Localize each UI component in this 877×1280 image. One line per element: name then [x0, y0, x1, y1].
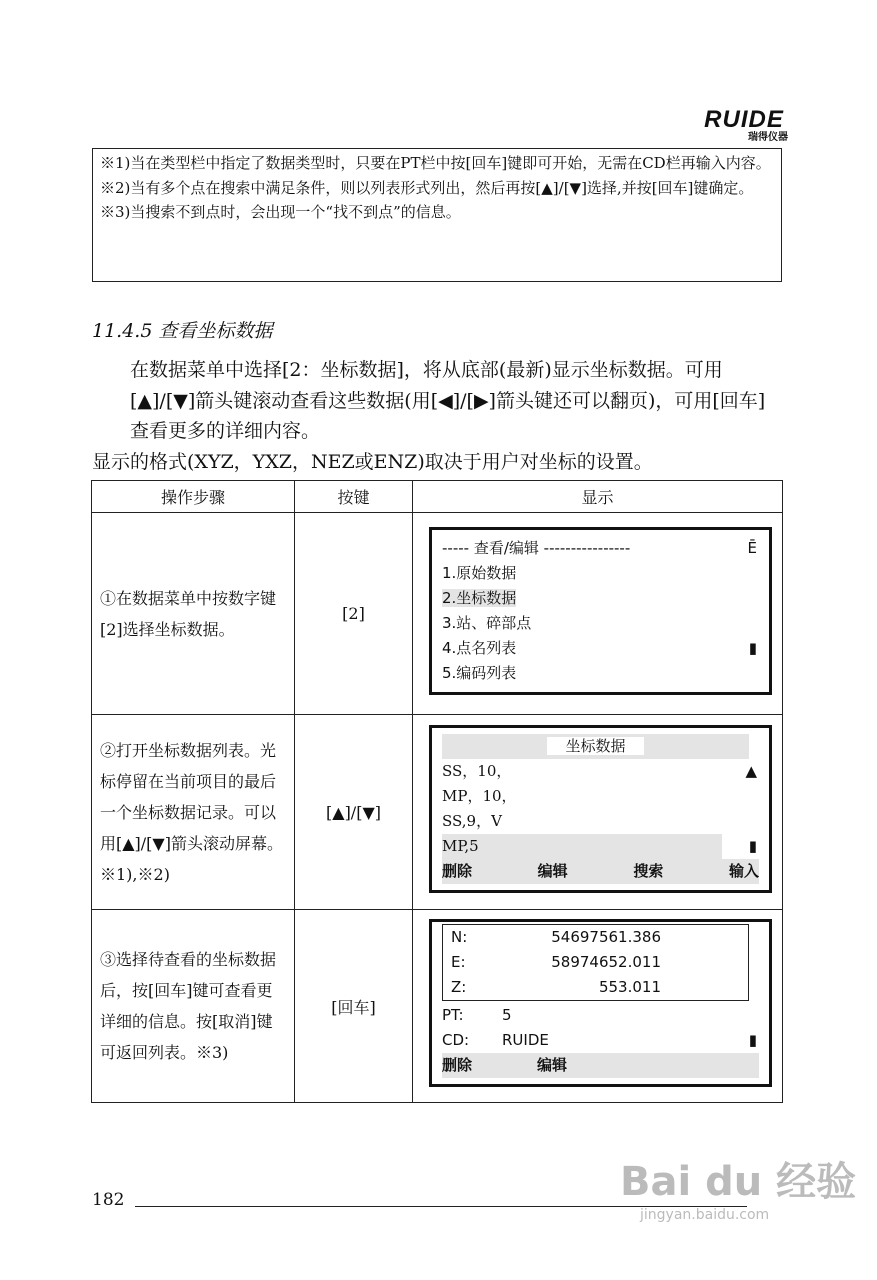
lcd-screen — [429, 725, 772, 893]
watermark-url: jingyan.baidu.com — [640, 1207, 770, 1223]
step-text: ②打开坐标数据列表。光标停留在当前项目的最后一个坐标数据记录。可以用[▲]/[▼]箭头滚动屏幕。※1),※2) — [92, 715, 295, 910]
table-row — [92, 513, 783, 715]
lcd-screen — [429, 919, 772, 1087]
watermark-brand: Bai du 经验 — [620, 1159, 857, 1205]
screen-title: ----- 查看/编辑 ---------------- — [442, 538, 631, 557]
logo-subtitle: 瑞得仪器 — [748, 132, 788, 143]
battery-icon: ▮ — [748, 638, 757, 657]
paragraph: 显示的格式(XYZ，YXZ，NEZ或ENZ)取决于用户对坐标的设置。 — [92, 450, 653, 473]
page-number: 182 — [92, 1190, 125, 1210]
list-item-selected: MP,5 — [442, 834, 722, 859]
pt-value: 5 — [502, 1006, 512, 1024]
lcd-screen — [429, 527, 772, 695]
key-text: [▲]/[▼] — [295, 715, 413, 910]
menu-item: 3.站、碎部点 — [442, 613, 532, 632]
battery-icon: ▮ — [748, 1031, 757, 1049]
cd-label: CD: — [442, 1031, 470, 1049]
menu-item-selected: 2.坐标数据 — [442, 588, 517, 607]
list-item: MP，10， — [442, 787, 517, 805]
list-item: SS,9，V — [442, 812, 502, 830]
coord-label: N: — [451, 928, 468, 946]
softkey-edit: 编辑 — [537, 1056, 568, 1074]
pt-label: PT: — [442, 1006, 464, 1024]
menu-item: 4.点名列表 — [442, 638, 517, 657]
menu-item: 1.原始数据 — [442, 563, 517, 582]
header-display: 显示 — [413, 481, 783, 513]
softkey-search: 搜索 — [633, 862, 664, 880]
header-step: 操作步骤 — [92, 481, 295, 513]
softkey-input: 输入 — [728, 862, 759, 880]
header-key: 按键 — [295, 481, 413, 513]
ruide-logo — [700, 108, 788, 144]
note-1: ※1)当在类型栏中指定了数据类型时，只要在PT栏中按[回车]键即可开始，无需在CD栏再输入内容。 — [100, 154, 771, 172]
coord-label: E: — [451, 953, 466, 971]
key-text: [2] — [295, 513, 413, 715]
note-2: ※2)当有多个点在搜索中满足条件，则以列表形式列出，然后再按[▲]/[▼]选择,并按[回车]键确定。 — [100, 178, 754, 197]
list-item: SS，10， — [442, 762, 512, 780]
up-arrow-icon: ▲ — [745, 762, 757, 780]
signal-icon: Ē — [747, 538, 757, 557]
softkey-delete: 删除 — [442, 1056, 473, 1074]
battery-icon: ▮ — [748, 837, 757, 855]
step-text: ①在数据菜单中按数字键[2]选择坐标数据。 — [92, 513, 295, 715]
cd-value: RUIDE — [502, 1031, 549, 1049]
section-heading: 11.4.5 查看坐标数据 — [92, 320, 273, 342]
softkey-edit: 编辑 — [537, 862, 568, 880]
menu-item: 5.编码列表 — [442, 663, 517, 682]
baidu-watermark — [620, 1150, 856, 1223]
coord-value: 58974652.011 — [551, 953, 661, 971]
logo-brand: RUIDE — [704, 106, 784, 133]
table-row — [92, 715, 783, 910]
screen-title: 坐标数据 — [547, 737, 643, 755]
body-text — [92, 355, 782, 477]
table-row — [92, 910, 783, 1103]
coord-label: Z: — [451, 978, 467, 996]
coord-value: 54697561.386 — [551, 928, 661, 946]
notes-box — [92, 148, 782, 282]
coord-value: 553.011 — [598, 978, 661, 996]
coordinate-box — [442, 924, 749, 1001]
step-text: ③选择待查看的坐标数据后，按[回车]键可查看更详细的信息。按[取消]键可返回列表。※3) — [92, 910, 295, 1103]
note-3: ※3)当搜索不到点时，会出现一个“找不到点”的信息。 — [100, 203, 461, 221]
steps-table — [91, 480, 783, 1103]
paragraph: 在数据菜单中选择[2：坐标数据]，将从底部(最新)显示坐标数据。可用[▲]/[▼]箭头键滚动查看这些数据(用[◀]/[▶]箭头键还可以翻页)，可用[回车]查看更多的详细内容。 — [130, 359, 766, 442]
key-text: [回车] — [295, 910, 413, 1103]
softkey-delete: 删除 — [442, 862, 473, 880]
